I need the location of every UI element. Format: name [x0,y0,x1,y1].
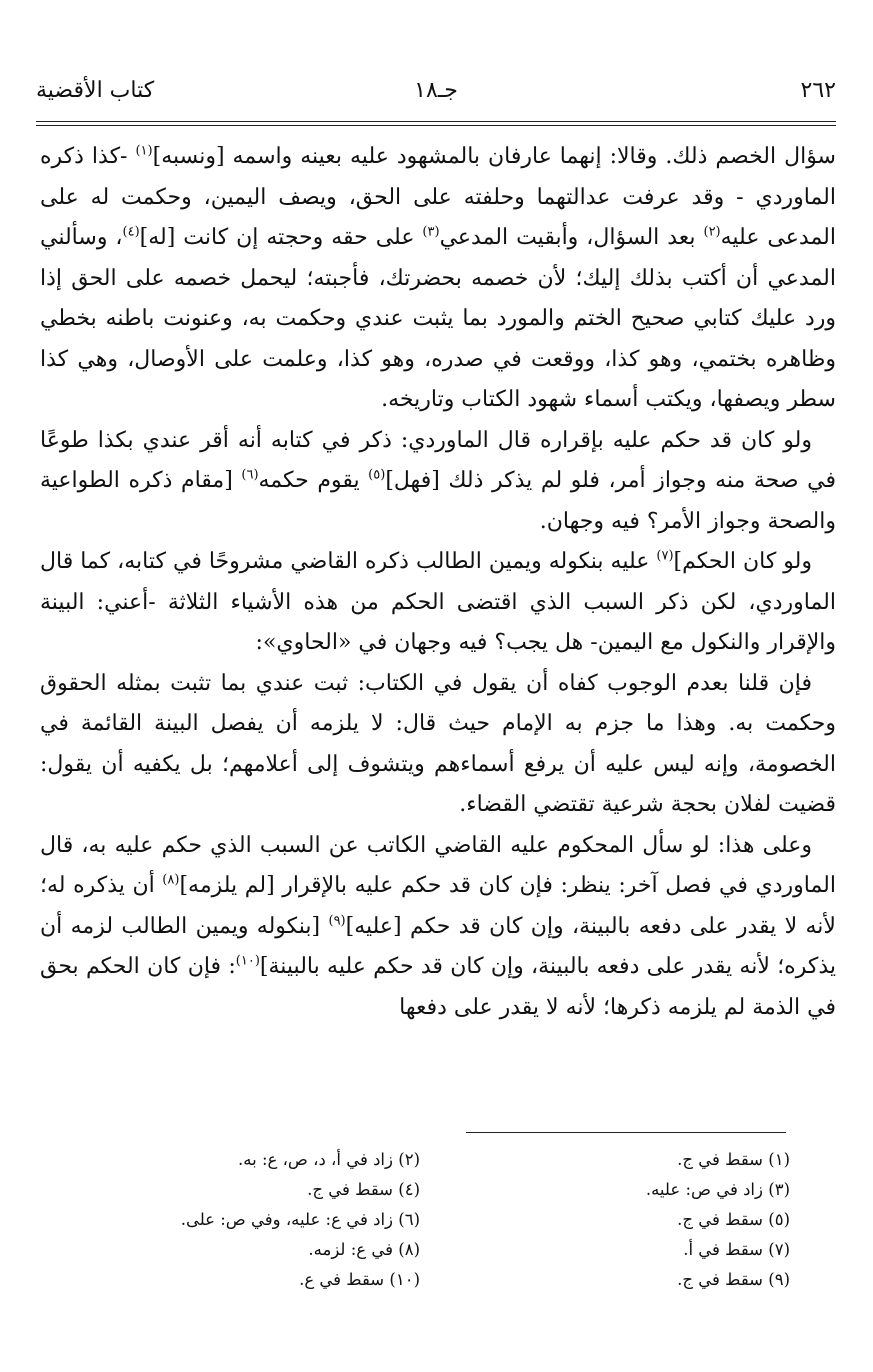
footnote-marker: (٣) [422,224,440,240]
footnote-item [430,1175,790,1205]
footnote-item [60,1145,420,1175]
paragraph [40,664,836,826]
footnote-marker: (١٠) [235,953,260,969]
footnote-number: (٤) [398,1180,420,1199]
main-text [40,137,836,1028]
text-segment: أن يذكره له؛ لأنه لا يقدر على دفعه بالبينة، وإن كان قد حكم [عليه] [40,873,836,939]
footnote-text: سقط في ج. [677,1270,763,1289]
footnotes-left-column [60,1145,420,1295]
text-segment: ولو كان قد حكم عليه بإقراره قال الماوردي: ذكر في كتابه أنه أقر عندي بكذا طوعًا في صحة منه وجواز أمر، فلو لم يذكر ذلك [فهل] [40,427,836,493]
paragraph [40,421,836,543]
text-segment: : فإن كان الحكم بحق في الذمة لم يلزمه ذكرها؛ لأنه لا يقدر على دفعها [40,954,836,1020]
footnote-marker: (٩) [328,913,346,929]
footnote-number: (١) [768,1150,790,1169]
footnote-text: زاد في ص: عليه. [645,1180,763,1199]
footnote-marker: (٢) [703,224,721,240]
text-segment: فإن قلنا بعدم الوجوب كفاه أن يقول في الكتاب: ثبت عندي بما تثبت بمثله الحقوق وحكمت به. وهذا ما جزم به الإمام حيث قال: لا يلزمه أن يفصل البينة القائمة في الخصومة، وإنه ليس عليه أن يرفع أسماءهم ويتشوف إلى أعلامهم؛ بل يكفيه أن يقول: قضيت لفلان بحجة شرعية تقتضي القضاء. [40,670,836,817]
header-rule-bottom [36,125,836,126]
footnote-number: (٦) [398,1210,420,1229]
footnote-text: زاد في أ، د، ص، ع: به. [238,1150,393,1169]
text-segment: بعد السؤال، وأبقيت المدعي [439,225,704,250]
footnote-number: (٣) [768,1180,790,1199]
footnote-item [430,1205,790,1235]
footnote-marker: (١) [135,143,153,159]
footnotes-right-column [430,1145,790,1295]
running-header [36,78,836,118]
footnote-number: (٢) [398,1150,420,1169]
footnote-item [60,1205,420,1235]
footnote-number: (٧) [768,1240,790,1259]
text-segment: يقوم حكمه [258,468,369,493]
footnote-marker: (٥) [368,467,386,483]
text-segment: -كذا ذكره الماوردي - وقد عرفت عدالتهما وحلفته على الحق، ويصف اليمين، وحكمت له على المدعى عليه [40,144,836,250]
footnote-text: زاد في ع: عليه، وفي ص: على. [180,1210,393,1229]
text-segment: [بنكوله ويمين الطالب لزمه أن يذكره؛ لأنه يقدر على دفعه بالبينة، وإن كان قد حكم عليه بالبينة] [40,913,836,979]
footnote-text: سقط في ج. [677,1210,763,1229]
footnote-item [60,1235,420,1265]
footnote-marker: (٧) [656,548,674,564]
footnote-number: (١٠) [389,1270,420,1289]
text-segment: عليه بنكوله ويمين الطالب ذكره القاضي مشروحًا في كتابه، كما قال الماوردي، لكن ذكر السبب الذي اقتضى الحكم من هذه الأشياء الثلاثة -أعني: البينة والإقرار والنكول مع اليمين- هل يجب؟ فيه وجهان في «الحاوي»: [40,549,836,655]
footnote-marker: (٤) [122,224,140,240]
footnote-number: (٩) [768,1270,790,1289]
footnote-number: (٨) [398,1240,420,1259]
footnote-text: سقط في ج. [677,1150,763,1169]
footnote-marker: (٨) [162,872,180,888]
text-segment: [مقام ذكره الطواعية والصحة وجواز الأمر؟ فيه وجهان. [40,468,836,534]
footnote-text: سقط في ج. [307,1180,393,1199]
footnote-marker: (٦) [241,467,259,483]
paragraph [40,137,836,421]
paragraph [40,826,836,1029]
page-number: ٢٦٢ [800,78,836,103]
header-rule-top [36,121,836,122]
volume-label: جـ١٨ [414,78,458,103]
book-title: كتاب الأقضية [36,78,155,103]
paragraph [40,542,836,664]
text-segment: سؤال الخصم ذلك. وقالا: إنهما عارفان بالمشهود عليه بعينه واسمه [ونسبه] [152,144,836,169]
text-segment: ، وسألني المدعي أن أكتب بذلك إليك؛ لأن خصمه بحضرتك، فأجبته؛ ليحمل خصمه على الحق إذا ورد عليك كتابي صحيح الختم والمورد بما يثبت عندي وحكمت به، وعنونت باطنه بخطي وظاهره بختمي، وهو كذا، ووقعت في صدره، وهو كذا، وعلمت على الأوصال، وهي كذا سطر ويصفها، ويكتب أسماء شهود الكتاب وتاريخه. [40,225,836,412]
footnote-item [430,1235,790,1265]
footnote-number: (٥) [768,1210,790,1229]
footnote-separator [466,1132,786,1133]
text-segment: على حقه وحجته إن كانت [له] [139,225,423,250]
footnote-text: في ع: لزمه. [308,1240,393,1259]
footnote-item [430,1265,790,1295]
text-segment: وعلى هذا: لو سأل المحكوم عليه القاضي الكاتب عن السبب الذي حكم عليه به، قال الماوردي في فصل آخر: ينظر: فإن كان قد حكم عليه بالإقرار [لم يلزمه] [40,832,836,898]
footnote-text: سقط في أ. [683,1240,763,1259]
footnote-item [60,1265,420,1295]
text-segment: ولو كان الحكم] [673,549,812,574]
footnote-item [60,1175,420,1205]
footnote-text: سقط في ع. [299,1270,385,1289]
footnote-item [430,1145,790,1175]
